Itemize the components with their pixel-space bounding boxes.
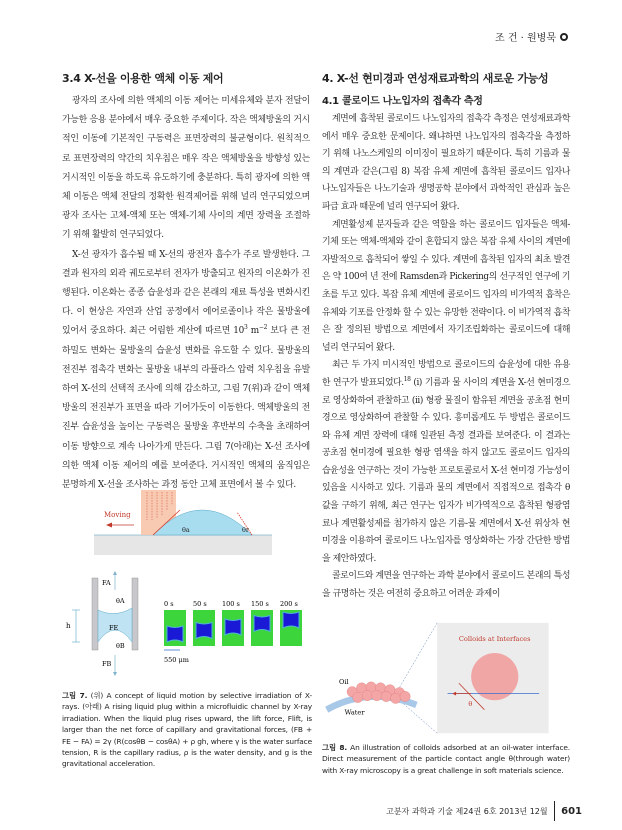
caption-label: 그림 7. (62, 691, 88, 700)
charge-unit: m (250, 326, 259, 337)
colloid-bead (381, 691, 391, 701)
paragraph-text: 최근 두 가지 미시적인 방법으로 콜로이드의 습윤성에 대한 유용한 연구가 발표되었다. (322, 360, 570, 388)
time-series-panels (164, 600, 302, 646)
theta-B-label: θB (116, 642, 125, 650)
charge-exp: 3 (244, 324, 248, 332)
paragraph-text: 보다 큰 전하밀도 변화는 물방울의 습윤성 변화를 유도할 수 있다. 물방울의 전진부 접촉각 변화는 물방울 내부의 라플라스 압력 치우침을 유발하여 X-선의 선택적 조사에 의해 감소하고, 그림 7(위)과 같이 액체방울의 전진부가 표면을 따라 기어가듯이 이동한다. 액체방울의 전진부 습윤성을 높이는 구동력은 물방울 후반부의 수축을 초래하여 이동 방향으로 계속 나아가게 만든다. 그림 7(아래)는 X-선 조사에 의한 액체 이동 제어의 예를 보여준다. 거시적인 액체의 움직임은 분명하게 X-선을 조사하는 과정 동안 고체 표면에서 볼 수 있다. (62, 326, 310, 491)
footer-divider (554, 801, 556, 821)
figure-7 (62, 490, 312, 680)
time-label: 0 s (164, 600, 174, 608)
figure-7-caption (62, 690, 312, 770)
time-label: 200 s (280, 600, 298, 608)
colloid-bead (372, 690, 382, 700)
charge-base: 10 (233, 326, 245, 337)
citation-ref[interactable]: 18 (403, 375, 411, 383)
left-column (62, 70, 310, 495)
capillary-wall-left (92, 578, 98, 650)
water-label: Water (344, 708, 365, 717)
theta-A-label: θA (116, 597, 125, 605)
colloid-bead (353, 692, 363, 702)
section-title-4: 4. X-선 현미경과 연성재료과학의 새로운 가능성 (322, 72, 549, 85)
paragraph: 계면에 흡착된 콜로이드 나노입자의 접촉각 측정은 연성재료과학에서 매우 중요한 문제이다. 왜냐하면 나노입자의 접촉각을 측정하기 위해 나노스케일의 이미징이 필요하기 때문이다. 특히 기름과 물의 계면과 같은(그림 8) 복잡 유체 계면에 흡착된 콜로이드 입자나 나노입자들은 나노기술과 생명공학 분야에서 과학적인 관심과 높은 파급 효과 때문에 널리 연구되어 왔다. (322, 114, 570, 212)
moving-arrow-icon (106, 523, 112, 528)
colloid-bead (400, 691, 410, 701)
liquid-plug-image (196, 623, 212, 639)
colloid-bead (390, 693, 400, 703)
zoom-line-top (398, 623, 438, 691)
paragraph: 콜로이드와 계면을 연구하는 과학 분야에서 콜로이드 본래의 특성을 규명하는 것은 여전히 중요하고 어려운 과제이 (322, 571, 570, 600)
page-number: 601 (561, 805, 582, 817)
theta-a-label: θa (182, 526, 190, 534)
paragraph: 광자의 조사에 의한 액체의 이동 제어는 미세유체와 분자 전달이 가능한 응용 분야에서 매우 중요한 주제이다. 작은 액체방울의 거시적인 이동에 기본적인 구동력은 표면장력의 불균형이다. 원칙적으로 표면장력의 약간의 치우침은 매우 작은 액체방울을 방향성 있는 거시적인 이동을 하도록 유도하기에 충분하다. 특히 광자에 의한 액체 이동은 액체 전달의 정확한 원격제어를 위해 널리 연구되었으며 광자 조사는 고체-액체 또는 액체-기체 사이의 계면 장력을 조절하기 위해 활발히 연구되었다. (62, 96, 310, 241)
paragraph-text: X-선 광자가 흡수될 때 X-선의 광전자 흡수가 주로 발생한다. 그 결과 원자의 외곽 궤도로부터 전자가 방출되고 원자의 이온화가 진행된다. 이온화는 종종 습윤성과 같은 본래의 재료 특성을 변화시킨다. 이 현상은 자연과 산업 공정에서 에어로졸이나 작은 물방울에 있어서 중요하다. 최근 어림한 계산에 따르면 (62, 249, 310, 337)
oil-label: Oil (338, 678, 349, 687)
right-column (322, 70, 570, 604)
capillary-wall-right (132, 578, 138, 650)
paragraph (62, 246, 310, 496)
journal-info: 고분자 과학과 기술 제24권 6호 2013년 12월 (386, 806, 548, 816)
colloid-bead (362, 690, 372, 700)
subsection-title-4-1: 4.1 콜로이드 나노입자의 접촉각 측정 (322, 96, 483, 107)
height-label: h (66, 622, 71, 630)
liquid-plug-image (225, 619, 241, 635)
liquid-plug-image (167, 626, 183, 642)
liquid-plug-image (254, 616, 270, 632)
figure-8-caption (322, 742, 570, 776)
figure-7-illustration (62, 490, 312, 680)
force-a-label: FA (102, 579, 111, 587)
moving-label: Moving (104, 511, 131, 519)
paragraph: 계면활성제 분자들과 같은 역할을 하는 콜로이드 입자들은 액체-기체 또는 액체-액체와 같이 혼합되지 않은 복잡 유체 사이의 계면에 자발적으로 흡착되어 쌓일 수 있다. 계면에 흡착된 입자의 최초 발견은 약 100여 년 전에 Ramsden과 Pickering의 선구적인 연구에 기초를 두고 있다. 복잡 유체 계면에 콜로이드 입자의 비가역적 흡착은 유체와 기포를 안정화 할 수 있는 유망한 전략이다. 이 비가역적 흡착은 잘 정의된 방법으로 계면에서 자기조립화하는 콜로이드에 대해 널리 연구되어 왔다. (322, 219, 570, 353)
liquid-plug-image (283, 612, 299, 628)
author-names: 조 건 · 원병묵 (494, 33, 556, 44)
caption-text: (위) A concept of liquid motion by selective irradiation of X-rays. (아래) A rising liquid plug within a microfluidic channel by X-ray irradiation. When the liquid plug rises upward, the lift force, Flift, is larger than the net force of capillary and gravitational forces, (FB + FE − FA) = 2γ (R(cosθB − cosθA) + ρ gh, where γ is the water surface tension, R is the capillary radius, ρ is the water density, and g is the gravitational acceleration. (62, 691, 312, 769)
substrate (94, 535, 272, 555)
section-title-3-4: 3.4 X-선을 이용한 액체 이동 제어 (62, 72, 224, 85)
zoom-line-bottom (399, 700, 437, 733)
colloid-particle (471, 653, 518, 700)
inset-title: Colloids at Interfaces (458, 634, 531, 643)
force-b-arrowhead-icon (113, 672, 117, 676)
time-label: 50 s (193, 600, 207, 608)
force-b-label: FB (102, 660, 112, 668)
paragraph (322, 357, 570, 568)
scale-label: 550 μm (164, 656, 189, 664)
time-label: 150 s (251, 600, 269, 608)
charge-density (233, 326, 267, 336)
running-header (495, 29, 568, 44)
theta-r-label: θr (242, 526, 250, 534)
figure-8-illustration (315, 620, 565, 738)
caption-label: 그림 8. (322, 743, 348, 752)
paragraph-text: (i) 기름과 물 사이의 계면을 X-선 현미경으로 영상화하여 관찰하고 (ii) 형광 물질이 함유된 계면을 공초점 현미경으로 영상화하여 관찰할 수 있다. 흥미롭게도 두 방법은 콜로이드와 유체 계면 장력에 대해 일관된 측정 결과를 보여준다. 이 결과는 공초점 현미경에 필요한 형광 염색을 하지 않고도 콜로이드 입자의 습윤성을 연구하는 것이 가능한 프로토콜로서 X-선 현미경 가능성이 있음을 시사하고 있다. 기름과 물의 계면에서 직접적으로 접촉각 θ 값을 구하기 위해, 최근 연구는 입자가 비가역적으로 흡착된 형광염료나 계면활성제를 첨가하지 않은 기름-물 계면에서 X-선 위상차 현미경을 이용하여 콜로이드 나노입자를 영상화하는 가장 간단한 방법을 제안하였다. (322, 377, 570, 564)
figure-8 (315, 620, 565, 738)
time-label: 100 s (222, 600, 240, 608)
page-footer (386, 801, 582, 821)
charge-unit-exp: −2 (258, 324, 268, 332)
force-e-label: FE (109, 624, 119, 632)
theta-label: θ (468, 699, 473, 708)
force-a-arrowhead-icon (113, 571, 117, 575)
circle-bullet-icon (560, 33, 568, 41)
caption-text: An illustration of colloids adsorbed at an oil-water interface. Direct measurement of the particle contact angle θ(through water) with X-ray microscopy is a great challenge in soft materials science. (322, 743, 570, 775)
